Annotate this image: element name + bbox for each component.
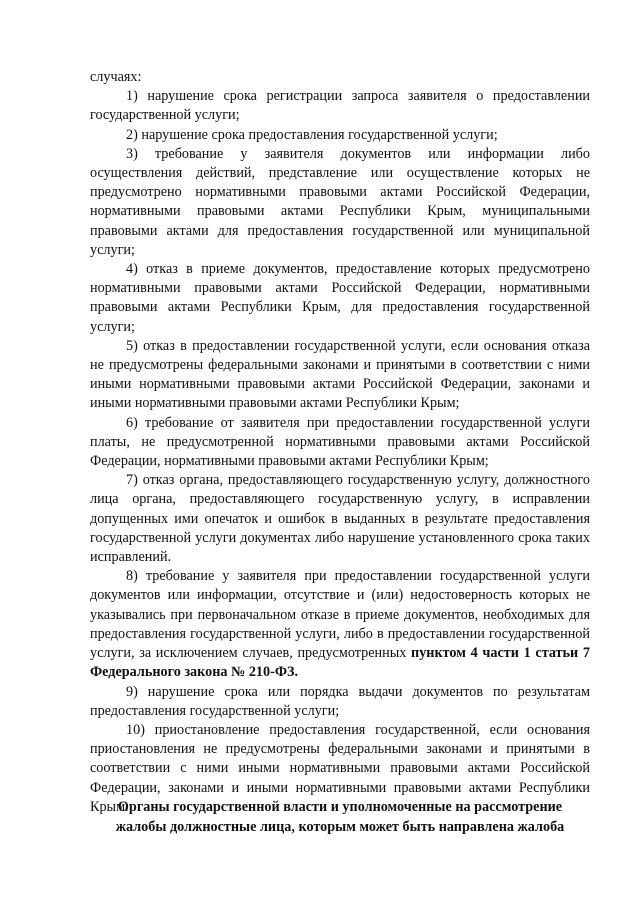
section-heading-line-1: Органы государственной власти и уполномоченные на рассмотрение	[117, 799, 563, 815]
paragraph-item-5: 5) отказ в предоставлении государственной услуги, если основания отказа не предусмотрены федеральными законами и принятыми в соответствии с ними иными нормативными правовыми актами Российской Федерации, законами и иными нормативными правовыми актами Республики Крым;	[90, 337, 590, 412]
paragraph-item-8	[90, 567, 590, 682]
document-body	[90, 68, 590, 817]
paragraph-item-9: 9) нарушение срока или порядка выдачи документов по результатам предоставления государственной услуги;	[90, 683, 590, 719]
paragraph-item-3: 3) требование у заявителя документов или информации либо осуществления действий, представление или осуществление которых не предусмотрено нормативными правовыми актами Российской Федерации, нормативными правовыми актами Республики Крым, муниципальными правовыми актами для предоставления государственной или муниципальной услуги;	[90, 145, 590, 258]
section-heading	[90, 798, 590, 837]
paragraph-item-7: 7) отказ органа, предоставляющего государственную услугу, должностного лица органа, предоставляющего государственную услугу, в исправлении допущенных ими опечаток и ошибок в выданных в результате предоставления государственной услуги документах либо нарушение установленного срока таких исправлений.	[90, 472, 590, 566]
paragraph-item-4: 4) отказ в приеме документов, предоставление которых предусмотрено нормативными правовыми актами Российской Федерации, нормативными правовыми актами Республики Крым, для предоставления государственной услуги;	[90, 261, 590, 335]
item-8-text: 8) требование у заявителя при предоставлении государственной услуги документов или информации, отсутствие и (или) недостоверность которых не указывались при первоначальном отказе в приеме документов, необходимых для предоставления государственной услуги, либо в предоставлении государственной услуги, за исключением случаев, предусмотренных	[90, 568, 590, 662]
paragraph-item-6: 6) требование от заявителя при предоставлении государственной услуги платы, не предусмотренной нормативными правовыми актами Российской Федерации, нормативными правовыми актами Республики Крым;	[90, 414, 590, 470]
item-8-bold-reference: пунктом 4 части 1 статьи 7	[411, 645, 590, 662]
paragraph-item-1: 1) нарушение срока регистрации запроса заявителя о предоставлении государственной услуги;	[90, 88, 590, 124]
paragraph-item-10: 10) приостановление предоставления государственной, если основания приостановления не предусмотрены федеральными законами и принятыми в соответствии с ними иными нормативными правовыми актами Российской Федерации, законами и иными нормативными правовыми актами Республики Крым.	[90, 721, 590, 815]
paragraph-item-2: 2) нарушение срока предоставления государственной услуги;	[126, 126, 498, 143]
section-heading-line-2: жалобы должностные лица, которым может быть направлена жалоба	[115, 818, 565, 835]
item-8-law-reference: Федерального закона № 210-ФЗ.	[90, 664, 299, 681]
paragraph-lead: случаях:	[90, 69, 142, 85]
